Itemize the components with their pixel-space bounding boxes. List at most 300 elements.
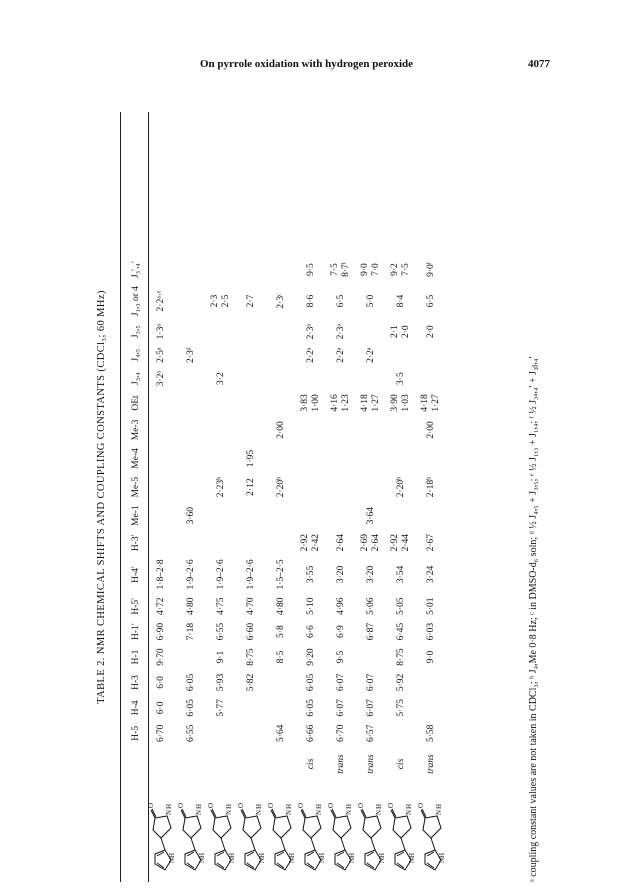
table-cell: 4·16 1·23	[330, 394, 351, 412]
svg-text:H: H	[438, 852, 446, 858]
table-cell	[416, 670, 446, 695]
table-cell	[146, 416, 176, 445]
table-cell: 1·95	[245, 449, 256, 468]
table-cell: 2·3ᵈ	[185, 347, 196, 363]
table-cell: 6·03	[425, 622, 436, 641]
header-rule	[148, 112, 149, 882]
table-cell	[356, 416, 386, 445]
svg-text:N: N	[258, 857, 266, 863]
table-cell	[326, 444, 356, 473]
table-cell: 8·75	[395, 648, 406, 666]
table-cell: 9·5	[305, 263, 316, 276]
table-cell: 2·20ᵇ	[275, 476, 286, 498]
structure-formula	[236, 782, 266, 882]
table-cell	[236, 390, 266, 415]
table-cell	[236, 721, 266, 746]
table-cell: 3·64	[365, 506, 376, 525]
table-cell	[236, 367, 266, 390]
table-cell: 6·05	[305, 673, 316, 692]
table-cell	[356, 644, 386, 669]
table-cell: 6·87	[365, 622, 376, 641]
svg-text:N: N	[195, 809, 203, 815]
table-cell: 5·75	[395, 699, 406, 717]
table-cell: 7·18	[185, 622, 196, 641]
table-cell	[236, 501, 266, 530]
table-cell: 6·07	[335, 699, 346, 717]
svg-text:H: H	[225, 803, 233, 809]
table-cell: 2·69 2·64	[360, 533, 381, 552]
table-row	[386, 257, 416, 882]
table-cell: 1·5–2·5	[275, 559, 286, 590]
pyrrole-ring-structure-icon	[327, 786, 355, 878]
svg-text:O: O	[147, 802, 155, 808]
table-cell: 6·70	[155, 724, 166, 742]
table-cell: 8·75	[245, 648, 256, 666]
table-caption: TABLE 2. NMR CHEMICAL SHIFTS AND COUPLING CONSTANTS (CDCl₃; 60 MHz)	[96, 290, 107, 704]
table-cell: 2·92 2·44	[390, 533, 411, 552]
svg-text:O: O	[207, 802, 215, 808]
svg-text:H: H	[435, 803, 443, 809]
pyrrole-ring-structure-icon	[417, 786, 445, 878]
table-cell: 6·55	[215, 622, 226, 641]
table-cell: 3·24	[425, 565, 436, 584]
table-cell	[176, 282, 206, 320]
table-cell: 5·82	[245, 673, 256, 692]
column-header: H-4′	[131, 566, 141, 583]
pyrrole-ring-structure-icon	[177, 786, 205, 878]
table-cell: 5·64	[275, 724, 286, 742]
table-cell: 2·2ᵃ	[365, 347, 376, 363]
table-cell	[296, 501, 326, 530]
table-cell	[176, 257, 206, 282]
svg-text:H: H	[378, 852, 386, 858]
structure-formula	[326, 782, 356, 882]
table-cell: 6·9	[335, 625, 346, 638]
structure-formula	[386, 782, 416, 882]
table-cell	[206, 257, 236, 282]
table-cell: 2·3ᶜ	[275, 293, 286, 309]
table-cell: 5·06	[365, 597, 376, 615]
table-cell: 2·5ᵃ	[155, 347, 166, 363]
table-cell: 9·70	[155, 648, 166, 666]
table-cell	[176, 416, 206, 445]
table-cell	[296, 473, 326, 502]
table-cell: 6·07	[335, 673, 346, 692]
table-cell	[206, 343, 236, 367]
nmr-table	[126, 257, 446, 882]
table-cell	[416, 695, 446, 720]
svg-text:H: H	[255, 803, 263, 809]
svg-text:N: N	[225, 809, 233, 815]
table-cell: 2·3ᵃ	[305, 324, 316, 340]
table-cell	[146, 444, 176, 473]
structure-formula	[416, 782, 446, 882]
table-row	[176, 257, 206, 882]
svg-text:N: N	[318, 857, 326, 863]
table-cell	[266, 320, 296, 343]
table-row	[236, 257, 266, 882]
svg-text:H: H	[375, 803, 383, 809]
table-row	[326, 257, 356, 882]
table-cell	[326, 473, 356, 502]
table-cell: 6·66	[305, 724, 316, 742]
table-cell: 2·64	[335, 533, 346, 552]
table-cell: 5·77	[215, 699, 226, 717]
top-rule	[120, 112, 121, 882]
table-cell: 8·5	[275, 650, 286, 664]
table-cell: 2·12	[245, 478, 256, 496]
table-row	[206, 257, 236, 882]
table-cell: 2·23ᵇ	[215, 476, 226, 498]
pyrrole-ring-structure-icon	[147, 786, 175, 878]
table-row	[296, 257, 326, 882]
table-cell: 9·1	[215, 650, 226, 664]
table-cell: 2·18ᵇ	[425, 476, 436, 498]
table-cell: 3·60	[185, 506, 196, 525]
table-cell: 2·2ᵃ	[335, 347, 346, 363]
table-cell: 2·2ᵃ	[305, 347, 316, 363]
table-cell: 3·20	[335, 565, 346, 584]
table-cell: 4·70	[245, 597, 256, 615]
svg-text:N: N	[198, 857, 206, 863]
column-header	[126, 782, 146, 882]
svg-text:O: O	[267, 802, 275, 808]
isomer-label: trans	[365, 754, 376, 774]
column-header: J₃′,₄′	[131, 261, 141, 278]
table-cell: 4·72	[155, 597, 166, 615]
column-header: H-5	[131, 725, 141, 741]
column-header	[126, 746, 146, 782]
table-cell	[296, 416, 326, 445]
column-header: J₄,₅	[131, 348, 141, 362]
table-cell	[416, 367, 446, 390]
table-cell: 6·5	[425, 294, 436, 308]
svg-text:H: H	[168, 852, 176, 858]
svg-text:H: H	[228, 852, 236, 858]
table-cell: 6·0	[155, 676, 166, 689]
isomer-label: cis	[395, 758, 406, 770]
isomer-label: trans	[335, 754, 346, 774]
svg-text:H: H	[348, 852, 356, 858]
table-cell: 6·05	[305, 699, 316, 717]
svg-text:N: N	[378, 857, 386, 863]
table-cell: 4·80	[275, 597, 286, 615]
table-cell	[206, 416, 236, 445]
svg-text:H: H	[345, 803, 353, 809]
pyrrole-ring-structure-icon	[387, 786, 415, 878]
svg-text:H: H	[288, 852, 296, 858]
table-cell	[236, 343, 266, 367]
table-cell: 6·05	[185, 673, 196, 692]
table-cell: 9·0 7·0	[360, 263, 381, 276]
table-cell: 5·01	[425, 597, 436, 615]
table-cell	[266, 343, 296, 367]
table-cell	[206, 390, 236, 415]
svg-text:H: H	[318, 852, 326, 858]
svg-text:N: N	[285, 809, 293, 815]
column-header: H-3′	[131, 534, 141, 552]
table-cell	[236, 530, 266, 555]
table-cell: 2·0	[425, 325, 436, 339]
table-cell: 4·18 1·27	[360, 394, 381, 412]
table-cell	[266, 501, 296, 530]
table-cell: 6·0	[155, 701, 166, 715]
column-header: J₁,₃ or 4	[131, 285, 141, 317]
table-cell: 6·57	[365, 724, 376, 742]
column-header: J₃,₅	[131, 325, 141, 339]
isomer-label: cis	[305, 758, 316, 770]
table-cell: 1·9–2·6	[215, 559, 226, 590]
column-header: Me-1	[131, 505, 141, 526]
svg-text:H: H	[258, 852, 266, 858]
table-cell: 2·67	[425, 533, 436, 552]
table-cell: 5·10	[305, 597, 316, 615]
structure-formula	[146, 782, 176, 882]
isomer-label	[176, 746, 206, 782]
svg-text:H: H	[165, 803, 173, 809]
table-cell: 2·1 2·0	[390, 325, 411, 339]
table-cell	[206, 501, 236, 530]
table-cell	[176, 644, 206, 669]
table-cell: 4·75	[215, 597, 226, 615]
table-cell: 6·6	[305, 625, 316, 638]
table-cell	[386, 416, 416, 445]
svg-text:N: N	[345, 809, 353, 815]
table-cell	[266, 390, 296, 415]
table-cell: 6·70	[335, 724, 346, 742]
table-cell: 6·90	[155, 622, 166, 641]
svg-text:N: N	[165, 809, 173, 815]
svg-text:N: N	[288, 857, 296, 863]
svg-text:N: N	[228, 857, 236, 863]
table-cell: 3·83 1·00	[300, 394, 321, 412]
column-header: Me-3	[131, 419, 141, 441]
table-body	[146, 257, 446, 882]
isomer-label	[146, 746, 176, 782]
svg-text:O: O	[297, 802, 305, 808]
running-title: On pyrrole oxidation with hydrogen peroxide	[200, 58, 413, 70]
structure-formula	[206, 782, 236, 882]
table-cell: 5·58	[425, 724, 436, 742]
table-cell	[296, 367, 326, 390]
column-header: J₃,₄	[131, 372, 141, 385]
table-cell: 6·60	[245, 622, 256, 641]
column-header: OEt	[131, 395, 141, 411]
table-cell: 3·20	[365, 565, 376, 584]
table-cell	[266, 444, 296, 473]
table-row	[416, 257, 446, 882]
table-cell	[416, 444, 446, 473]
table-cell: 3·2ᵃ	[155, 370, 166, 387]
svg-text:N: N	[408, 857, 416, 863]
table-row	[146, 257, 176, 882]
table-cell	[176, 367, 206, 390]
pyrrole-ring-structure-icon	[207, 786, 235, 878]
table-cell	[146, 473, 176, 502]
svg-text:O: O	[387, 802, 395, 808]
table-cell: 5·92	[395, 673, 406, 692]
table-cell: 3·5	[395, 372, 406, 385]
table-cell	[206, 444, 236, 473]
table-cell	[266, 530, 296, 555]
svg-text:O: O	[327, 802, 335, 808]
table-cell: 5·8	[275, 625, 286, 638]
table-cell: 1·8–2·8	[155, 559, 166, 590]
table-cell: 1·9–2·6	[245, 559, 256, 590]
table-cell: 3·90 1·03	[390, 394, 411, 412]
table-cell: 6·5	[335, 294, 346, 308]
table-cell	[266, 367, 296, 390]
table-cell: 6·05	[185, 699, 196, 717]
table-cell	[176, 530, 206, 555]
column-header: H-4	[131, 700, 141, 716]
table-cell	[236, 695, 266, 720]
table-cell	[206, 320, 236, 343]
table-cell: 8·6	[305, 294, 316, 308]
table-cell: 1·9–2·6	[185, 559, 196, 590]
table-cell: 2·00	[275, 421, 286, 439]
table-cell	[386, 501, 416, 530]
table-cell	[176, 473, 206, 502]
svg-text:O: O	[177, 802, 185, 808]
table-row	[356, 257, 386, 882]
table-cell: 2·3ᵃ	[335, 324, 346, 340]
svg-text:N: N	[168, 857, 176, 863]
table-cell: 1·3ᵃ	[155, 324, 166, 340]
table-cell: 8·4	[395, 294, 406, 308]
pyrrole-ring-structure-icon	[267, 786, 295, 878]
table-cell: 3·2	[215, 372, 226, 385]
table-cell: 3·54	[395, 565, 406, 584]
table-cell	[206, 530, 236, 555]
structure-formula	[356, 782, 386, 882]
table-cell	[176, 390, 206, 415]
header-row	[126, 257, 146, 882]
svg-text:H: H	[315, 803, 323, 809]
table-cell	[356, 320, 386, 343]
table-cell	[296, 444, 326, 473]
svg-text:N: N	[255, 809, 263, 815]
table-cell	[146, 257, 176, 282]
table-cell: 3·55	[305, 565, 316, 584]
table-cell	[386, 343, 416, 367]
column-header: Me-5	[131, 476, 141, 498]
svg-text:H: H	[405, 803, 413, 809]
page-number: 4077	[528, 58, 550, 70]
column-header: H-5′	[131, 597, 141, 615]
svg-text:H: H	[198, 852, 206, 858]
table-cell: 2·2ᵃ·ᵉ	[155, 290, 166, 312]
column-header: H-1	[131, 649, 141, 665]
table-cell	[266, 257, 296, 282]
table-cell	[176, 320, 206, 343]
isomer-label	[266, 746, 296, 782]
isomer-label: trans	[425, 754, 436, 774]
pyrrole-ring-structure-icon	[237, 786, 265, 878]
svg-text:O: O	[237, 802, 245, 808]
column-header: H-3	[131, 675, 141, 690]
isomer-label	[206, 746, 236, 782]
table-cell	[146, 390, 176, 415]
table-cell: 7·5 8·7ᶠ	[330, 262, 351, 277]
table-cell	[416, 343, 446, 367]
table-cell	[356, 444, 386, 473]
isomer-label	[236, 746, 266, 782]
table-cell: 2·92 2·42	[300, 533, 321, 552]
table-footnotes: ᵃ coupling constant values are not taken in CDCl₃; ᵇ J₄,Me 0·8 Hz; ᶜ in DMSO-d₆ soln; ᵈ ½ J₄,₅ + J₃,₅; ᵉ ½ J₁,₃ + J₁,₄; ᶠ ½ J₃ₐ,₄′ + J₃ᵦ,₄′	[528, 356, 539, 882]
svg-text:N: N	[438, 857, 446, 863]
table-cell	[236, 416, 266, 445]
table-cell: 9·0ᶠ	[425, 262, 436, 277]
table-cell: 2·20ᵇ	[395, 476, 406, 498]
column-header: H-1′	[131, 623, 141, 641]
structure-formula	[176, 782, 206, 882]
table-cell: 9·0	[425, 650, 436, 664]
svg-text:N: N	[435, 809, 443, 815]
table-cell	[356, 367, 386, 390]
table-cell	[146, 501, 176, 530]
table-cell: 9·2 7·5	[390, 263, 411, 276]
table-cell: 9·5	[335, 650, 346, 664]
table-row	[266, 257, 296, 882]
table-cell	[326, 501, 356, 530]
table-cell: 2·7	[245, 294, 256, 308]
table-cell: 6·55	[185, 724, 196, 742]
page-header	[0, 58, 625, 78]
structure-formula	[266, 782, 296, 882]
svg-text:O: O	[357, 802, 365, 808]
table-cell: 4·80	[185, 597, 196, 615]
table-cell	[236, 320, 266, 343]
pyrrole-ring-structure-icon	[357, 786, 385, 878]
svg-text:H: H	[408, 852, 416, 858]
table-cell	[386, 721, 416, 746]
column-header: Me-4	[131, 448, 141, 469]
table-cell	[356, 473, 386, 502]
table-cell	[206, 721, 236, 746]
svg-text:N: N	[348, 857, 356, 863]
table-cell	[386, 444, 416, 473]
table-cell: 4·96	[335, 597, 346, 615]
table-cell	[326, 416, 356, 445]
table-cell: 2·00	[425, 421, 436, 439]
svg-text:O: O	[417, 802, 425, 808]
table-cell	[326, 367, 356, 390]
table-cell: 6·45	[395, 622, 406, 641]
svg-text:N: N	[405, 809, 413, 815]
table-cell	[236, 257, 266, 282]
table-cell	[266, 670, 296, 695]
rotated-table-block	[96, 112, 556, 882]
table-cell: 4·18 1·27	[420, 394, 441, 412]
table-cell: 5·0	[365, 294, 376, 308]
pyrrole-ring-structure-icon	[297, 786, 325, 878]
table-cell: 6·07	[365, 673, 376, 692]
svg-text:H: H	[285, 803, 293, 809]
table-cell	[266, 695, 296, 720]
table-cell: 5·05	[395, 597, 406, 615]
table-cell	[176, 444, 206, 473]
table-cell	[146, 530, 176, 555]
structure-formula	[296, 782, 326, 882]
table-cell: 6·07	[365, 699, 376, 717]
table-cell: 9·20	[305, 648, 316, 666]
table-cell	[416, 501, 446, 530]
table-cell: 5·93	[215, 673, 226, 692]
svg-text:H: H	[195, 803, 203, 809]
table-cell: 2·3 2·5	[210, 294, 231, 308]
svg-text:N: N	[375, 809, 383, 815]
